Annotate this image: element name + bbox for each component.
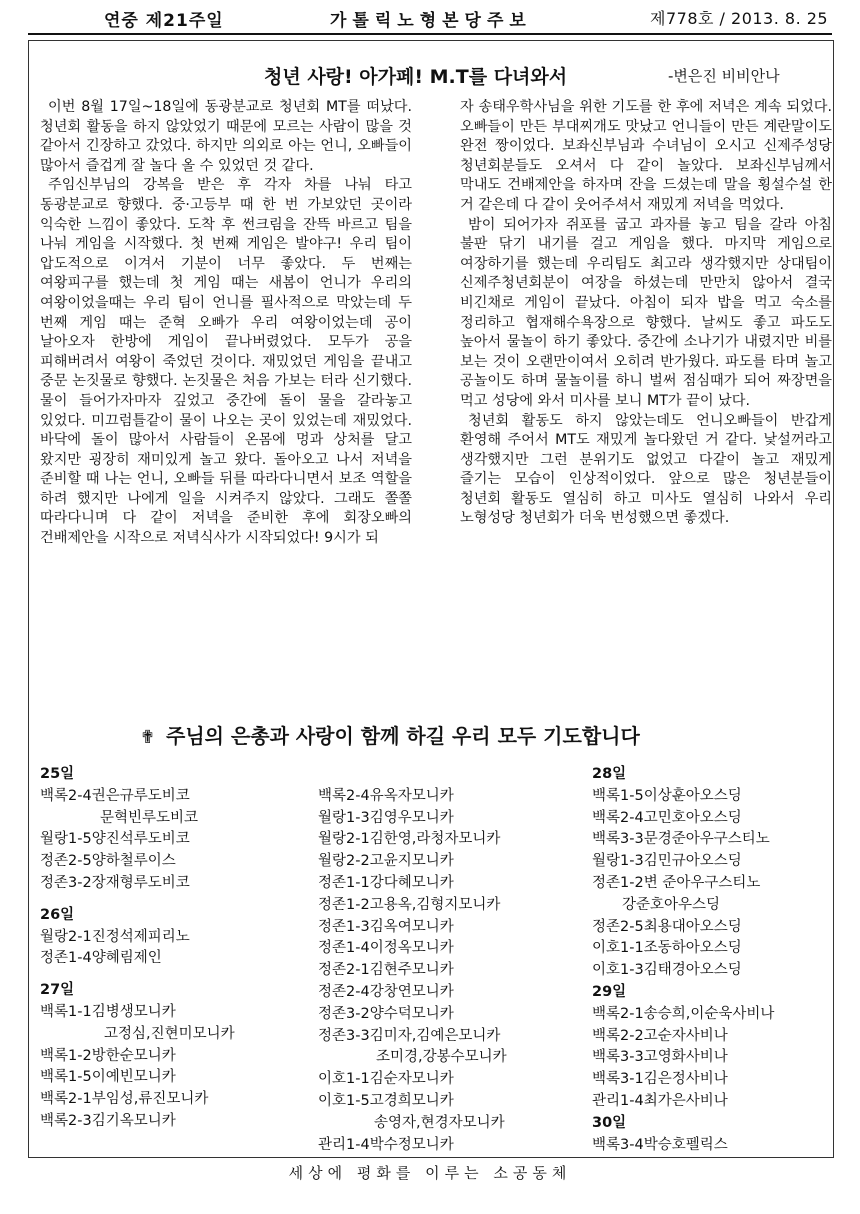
bulletin-header — [0, 0, 860, 42]
article-column-left — [40, 98, 412, 549]
prayer-entry: 정존2-5양하철루이스 — [40, 853, 176, 870]
prayer-entry: 고정심,진현미모니카 — [104, 1025, 235, 1042]
prayer-entry: 월랑2-1김한영,라청자모니카 — [318, 831, 501, 848]
issue-number-date: 제778호 / 2013. 8. 25 — [650, 9, 829, 28]
prayer-entry: 백록1-1김병생모니카 — [40, 1003, 176, 1020]
prayer-entry: 정존3-2장재형루도비코 — [40, 874, 190, 891]
prayer-entry: 정존1-3김옥여모니카 — [318, 918, 454, 935]
prayer-entry: 이호1-3김태경아오스딩 — [592, 962, 742, 979]
prayer-entry: 월랑1-5양진석루도비코 — [40, 831, 190, 848]
prayer-banner-text: 주님의 은총과 사랑이 함께 하길 우리 모두 기도합니다 — [166, 724, 640, 748]
article-paragraph: 이번 8월 17일~18일에 동광분교로 청년회 MT를 떠났다. 청년회 활동을 하지 않았었기 때문에 모르는 사람이 많을 것 같아서 긴장하고 갔었다. 하지만 의외로 아는 언니, 오빠들이 많아서 즐겁게 잘 놀다 올 수 있었던 것 같다. — [40, 99, 412, 174]
prayer-entry: 정존2-4강창연모니카 — [318, 983, 454, 1000]
prayer-entry: 정존3-3김미자,김예은모니카 — [318, 1027, 501, 1044]
prayer-entry: 이호1-1김순자모니카 — [318, 1071, 454, 1088]
day-heading: 27일 — [40, 982, 75, 999]
prayer-banner — [140, 720, 740, 754]
prayer-entry: 백록2-4권은규루도비코 — [40, 787, 190, 804]
prayer-entry: 문혁빈루도비코 — [100, 809, 199, 826]
article-column-right — [460, 98, 832, 529]
prayer-entry: 백록2-3김기옥모니카 — [40, 1112, 176, 1129]
prayer-entry: 백록3-3고영화사비나 — [592, 1049, 728, 1066]
day-heading: 26일 — [40, 906, 75, 923]
article-paragraph: 청년회 활동도 하지 않았는데도 언니오빠들이 반갑게 환영해 주어서 MT도 재밌게 놀다왔던 거 같다. 낯설꺼라고 생각했지만 그런 분위기도 없었고 다같이 놀고 재밌게 즐기는 모습이 인상적이었다. 앞으로 많은 청년분들이 청년회 활동도 열심히 하고 미사도 열심히 나와서 우리 노형성당 청년회가 더욱 번성했으면 좋겠다. — [460, 412, 832, 527]
prayer-entry: 정존1-2고용옥,김형지모니카 — [318, 896, 501, 913]
day-heading: 25일 — [40, 766, 75, 782]
prayer-entry: 백록3-1김은정사비나 — [592, 1071, 728, 1088]
prayer-list-column-3 — [592, 764, 774, 1156]
prayer-entry: 백록1-5이상훈아오스딩 — [592, 787, 742, 804]
article-title-row — [40, 62, 830, 92]
prayer-list-column-1 — [40, 764, 235, 1133]
prayer-entry: 정존1-2변 준아우구스티노 — [592, 874, 761, 891]
liturgical-week: 연중 제21주일 — [104, 11, 224, 31]
prayer-list-column-2 — [318, 764, 507, 1156]
day-heading: 30일 — [592, 1114, 627, 1131]
prayer-entry: 관리1-4박수정모니카 — [318, 1136, 454, 1153]
prayer-entry: 정존3-2양수덕모니카 — [318, 1005, 454, 1022]
prayer-entry: 정존1-1강다혜모니카 — [318, 874, 454, 891]
prayer-entry: 강준호아우스딩 — [622, 896, 721, 913]
spacer — [40, 895, 235, 905]
prayer-entry: 정존2-1김현주모니카 — [318, 962, 454, 979]
prayer-entry: 백록2-4유옥자모니카 — [318, 787, 454, 804]
day-heading: 29일 — [592, 983, 627, 1000]
prayer-entry: 정존2-5최용대아오스딩 — [592, 918, 742, 935]
footer-slogan: 세상에 평화를 이루는 소공동체 — [288, 1164, 572, 1182]
prayer-entry: 백록2-1부임성,류진모니카 — [40, 1091, 209, 1108]
bulletin-name: 가톨릭노형본당주보 — [330, 11, 532, 31]
prayer-entry: 월랑1-3김민규아오스딩 — [592, 853, 742, 870]
prayer-entry: 월랑2-2고윤지모니카 — [318, 853, 454, 870]
article-paragraph: 밤이 되어가자 쥐포를 굽고 과자를 놓고 팀을 갈라 아침 불판 닦기 내기를 걸고 게임을 했다. 마지막 게임으로 여장하기를 했는데 우리팀도 최고라 생각했지만 상대팀이 신제주청년회분이 여장을 하셨는데 만만치 않아서 결국 비긴채로 게임이 끝났다. 아침이 되자 밥을 먹고 숙소를 정리하고 협재해수욕장으로 향했다. 날씨도 좋고 파도도 높아서 물놀이 하기 좋았다. 중간에 소나기가 내렸지만 비를 보는 것이 오랜만이여서 오히려 반가웠다. 파도를 타며 놀고 공놀이도 하며 물놀이를 하니 벌써 점심때가 되어 짜장면을 먹고 성당에 와서 미사를 보니 MT가 끝이 났다. — [460, 216, 832, 409]
day-heading: 28일 — [592, 766, 627, 782]
prayer-entry: 백록1-2방한순모니카 — [40, 1047, 176, 1064]
prayer-entry: 정존1-4양혜림제인 — [40, 950, 162, 967]
prayer-entry: 월랑1-3김영우모니카 — [318, 809, 454, 826]
prayer-entry: 송영자,현경자모니카 — [374, 1114, 505, 1131]
prayer-entry: 백록3-3문경준아우구스티노 — [592, 831, 770, 848]
article-author: -변은진 비비안나 — [668, 67, 780, 85]
prayer-entry: 백록3-4박승호펠릭스 — [592, 1136, 728, 1153]
prayer-entry: 백록2-2고순자사비나 — [592, 1027, 728, 1044]
prayer-entry: 관리1-4최가은사비나 — [592, 1092, 728, 1109]
prayer-entry: 조미경,강봉수모니카 — [376, 1049, 507, 1066]
header-rule — [28, 33, 832, 35]
article-paragraph: 자 송태우학사님을 위한 기도를 한 후에 저녁은 계속 되었다. 오빠들이 만든 부대찌개도 맛났고 언니들이 만든 계란말이도 완전 짱이었다. 보좌신부님과 수녀님이 오시고 신제주성당 청년회분들도 오셔서 다 같이 놀았다. 보좌신부님께서 막내도 건배제안을 하자며 잔을 드셨는데 말을 횡설수설 한 거 같은데 다 같이 웃어주셔서 재밌게 저녁을 먹었다. — [460, 99, 832, 213]
article-title: 청년 사랑! 아가페! M.T를 다녀와서 — [264, 66, 568, 88]
prayer-entry: 백록2-1송승희,이순욱사비나 — [592, 1005, 775, 1022]
prayer-entry: 이호1-1조동하아오스딩 — [592, 940, 742, 957]
prayer-entry: 이호1-5고경희모니카 — [318, 1092, 454, 1109]
cross-icon: ✟ — [140, 727, 156, 748]
spacer — [40, 970, 235, 980]
prayer-entry: 백록1-5이예빈모니카 — [40, 1069, 176, 1086]
prayer-entry: 백록2-4고민호아오스딩 — [592, 809, 742, 826]
prayer-entry: 월랑2-1진정석제피리노 — [40, 928, 190, 945]
prayer-entry: 정존1-4이정옥모니카 — [318, 940, 454, 957]
article-paragraph: 주임신부님의 강복을 받은 후 각자 차를 나눠 타고 동광분교로 향했다. 중·고등부 때 한 번 가보았던 곳이라 익숙한 느낌이 좋았다. 도착 후 썬크림을 잔뜩 바르고 팀을 나눠 게임을 시작했다. 첫 번째 게임은 발야구! 우리 팀이 압도적으로 이겨서 기분이 너무 좋았다. 두 번째는 여왕피구를 했는데 첫 게임 때는 새봄이 언니가 우리의 여왕이었을때는 우리 팀이 언니를 필사적으로 막았는데 두 번째 게임 때는 준혁 오빠가 우리 여왕이었는데 공이 날아오자 한방에 게임이 끝나버렸었다. 모두가 공을 피해버려서 여왕이 죽었던 것이다. 재밌었던 게임을 끝내고 중문 논짓물로 향했다. 논짓물은 처음 가보는 터라 신기했다. 물이 들어가자마자 깊었고 중간에 돌이 물을 갈라놓고 있었다. 미끄럼틀같이 물이 나오는 곳이 있었는데 재밌었다. 바닥에 돌이 많아서 사람들이 온몸에 멍과 상처를 달고 왔지만 굉장히 재미있게 놀고 왔다. 돌아오고 나서 저녁을 준비할 때 나는 언니, 오빠들 뒤를 따라다니면서 보조 역할을 하려 했지만 나에게 일을 시켜주지 않았다. 그래도 쫄쫄 따라다니며 다 같이 저녁을 준비한 후에 회장오빠의 건배제안을 시작으로 저녁식사가 시작되었다! 9시가 되 — [40, 177, 412, 547]
